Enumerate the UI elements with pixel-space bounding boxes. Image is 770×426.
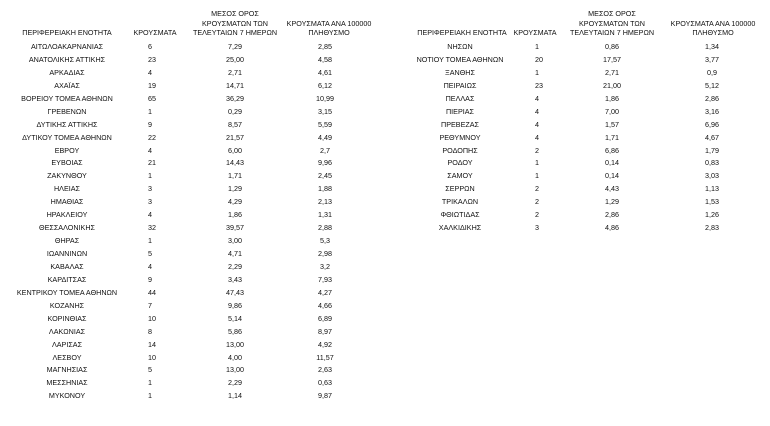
region-cell: ΚΑΒΑΛΑΣ [50, 261, 84, 271]
cases-header: ΚΡΟΥΣΜΑΤΑ [133, 28, 177, 37]
avg-cases-cell: 8,57 [228, 119, 242, 129]
avg-cases-cell: 4,00 [228, 352, 242, 362]
avg-cases-cell: 4,29 [228, 197, 242, 207]
avg-header-line1: ΜΕΣΟΣ ΟΡΟΣ [588, 9, 636, 18]
per-100k-cell: 0,83 [705, 158, 719, 168]
table-row [0, 41, 378, 54]
avg-cases-cell: 14,43 [226, 158, 244, 168]
table-row [388, 54, 770, 67]
table-row [388, 132, 770, 145]
table-row [0, 222, 378, 235]
table-row [0, 248, 378, 261]
table-row [0, 377, 378, 390]
table-row [388, 222, 770, 235]
cases-cell: 3 [148, 197, 152, 207]
per-100k-cell: 1,26 [705, 210, 719, 220]
per-100k-cell: 9,96 [318, 158, 332, 168]
right-table-header [388, 0, 770, 41]
table-row [0, 196, 378, 209]
table-row [388, 106, 770, 119]
per-100k-cell: 0,63 [318, 378, 332, 388]
region-cell: ΛΑΡΙΣΑΣ [51, 339, 83, 349]
cases-cell: 2 [535, 145, 539, 155]
avg-cases-cell: 21,00 [603, 80, 621, 90]
cases-cell: 3 [535, 223, 539, 233]
region-cell: ΡΟΔΟΥ [447, 158, 473, 168]
table-row [0, 287, 378, 300]
cases-cell: 65 [148, 93, 156, 103]
avg-cases-cell: 0,29 [228, 106, 242, 116]
region-cell: ΧΑΛΚΙΔΙΚΗΣ [438, 223, 482, 233]
avg-cases-cell: 1,29 [228, 184, 242, 194]
region-cell: ΜΥΚΟΝΟΥ [48, 391, 86, 401]
per-100k-cell: 5,3 [320, 236, 330, 246]
table-row [0, 119, 378, 132]
avg-cases-cell: 14,71 [226, 80, 244, 90]
avg-cases-cell: 17,57 [603, 54, 621, 64]
avg-cases-cell: 2,86 [605, 210, 619, 220]
avg-cases-cell: 9,86 [228, 300, 242, 310]
per-100k-cell: 4,27 [318, 287, 332, 297]
region-cell: ΓΡΕΒΕΝΩΝ [47, 106, 87, 116]
table-row [0, 261, 378, 274]
avg-header-line2: ΚΡΟΥΣΜΑΤΩΝ ΤΩΝ [202, 19, 268, 28]
table-row [388, 209, 770, 222]
avg-cases-cell: 13,00 [226, 365, 244, 375]
avg-cases-cell: 4,86 [605, 223, 619, 233]
region-cell: ΤΡΙΚΑΛΩΝ [441, 197, 479, 207]
region-cell: ΔΥΤΙΚΟΥ ΤΟΜΕΑ ΑΘΗΝΩΝ [22, 132, 112, 142]
per-100k-cell: 2,83 [705, 223, 719, 233]
avg-cases-cell: 1,71 [605, 132, 619, 142]
per-100k-cell: 1,79 [705, 145, 719, 155]
right-table [388, 0, 770, 235]
table-row [0, 352, 378, 365]
region-cell: ΖΑΚΥΝΘΟΥ [47, 171, 87, 181]
cases-cell: 4 [535, 106, 539, 116]
region-cell: ΡΕΘΥΜΝΟΥ [439, 132, 481, 142]
avg-cases-cell: 5,86 [228, 326, 242, 336]
cases-cell: 1 [148, 236, 152, 246]
region-cell: ΘΕΣΣΑΛΟΝΙΚΗΣ [39, 223, 95, 233]
cases-cell: 20 [535, 54, 543, 64]
table-row [388, 157, 770, 170]
region-cell: ΝΟΤΙΟΥ ΤΟΜΕΑ ΑΘΗΝΩΝ [416, 54, 504, 64]
table-row [0, 67, 378, 80]
region-cell: ΙΩΑΝΝΙΝΩΝ [46, 249, 88, 258]
cases-cell: 32 [148, 223, 156, 233]
avg-cases-cell: 1,57 [605, 119, 619, 129]
table-row [388, 183, 770, 196]
cases-cell: 9 [148, 274, 152, 284]
cases-cell: 8 [148, 326, 152, 336]
per-header-line1: ΚΡΟΥΣΜΑΤΑ ΑΝΑ 100000 [670, 19, 756, 28]
region-cell: ΑΝΑΤΟΛΙΚΗΣ ΑΤΤΙΚΗΣ [28, 54, 106, 64]
per-100k-cell: 4,61 [318, 67, 332, 77]
region-cell: ΑΡΚΑΔΙΑΣ [49, 67, 85, 77]
per-100k-cell: 4,49 [318, 132, 332, 142]
table-row [0, 313, 378, 326]
table-row [388, 145, 770, 158]
per-100k-cell: 5,12 [705, 80, 719, 90]
table-row [388, 67, 770, 80]
region-cell: ΚΑΡΔΙΤΣΑΣ [47, 274, 87, 284]
per-100k-cell: 4,66 [318, 300, 332, 310]
cases-cell: 4 [148, 261, 152, 271]
avg-cases-cell: 2,71 [605, 67, 619, 77]
per-100k-cell: 1,53 [705, 197, 719, 207]
cases-cell: 9 [148, 119, 152, 129]
cases-cell: 4 [148, 67, 152, 77]
avg-cases-cell: 1,71 [228, 171, 242, 181]
per-100k-cell: 1,88 [318, 184, 332, 194]
cases-cell: 5 [148, 365, 152, 375]
table-row [388, 80, 770, 93]
avg-cases-cell: 5,14 [228, 313, 242, 323]
table-row [0, 93, 378, 106]
avg-cases-cell: 1,29 [605, 197, 619, 207]
avg-cases-cell: 3,00 [228, 236, 242, 246]
cases-cell: 10 [148, 313, 156, 323]
cases-cell: 5 [148, 249, 152, 258]
per-100k-cell: 2,45 [318, 171, 332, 181]
table-row [0, 54, 378, 67]
cases-cell: 14 [148, 339, 156, 349]
avg-cases-cell: 6,00 [228, 145, 242, 155]
per-100k-cell: 2,98 [318, 249, 332, 258]
per-100k-cell: 2,7 [320, 145, 330, 155]
region-cell: ΚΟΡΙΝΘΙΑΣ [47, 313, 87, 323]
table-row [0, 390, 378, 403]
region-cell: ΜΕΣΣΗΝΙΑΣ [46, 378, 88, 388]
table-row [388, 41, 770, 54]
avg-header-line3: ΤΕΛΕΥΤΑΙΩΝ 7 ΗΜΕΡΩΝ [192, 28, 278, 37]
per-100k-cell: 8,97 [318, 326, 332, 336]
region-cell: ΑΙΤΩΛΟΑΚΑΡΝΑΝΙΑΣ [30, 42, 104, 51]
cases-cell: 22 [148, 132, 156, 142]
avg-cases-cell: 1,14 [228, 391, 242, 401]
cases-cell: 1 [535, 42, 539, 51]
region-cell: ΛΕΣΒΟΥ [52, 352, 82, 362]
avg-cases-cell: 7,29 [228, 42, 242, 51]
region-cell: ΠΕΛΛΑΣ [445, 93, 475, 103]
cases-cell: 23 [535, 80, 543, 90]
per-100k-cell: 6,96 [705, 119, 719, 129]
table-row [0, 106, 378, 119]
per-100k-cell: 2,85 [318, 42, 332, 51]
left-table-body [0, 41, 378, 403]
cases-cell: 4 [148, 145, 152, 155]
cases-cell: 3 [148, 184, 152, 194]
region-cell: ΠΡΕΒΕΖΑΣ [441, 119, 479, 129]
avg-cases-cell: 1,86 [228, 210, 242, 220]
region-cell: ΞΑΝΘΗΣ [445, 67, 475, 77]
table-row [388, 93, 770, 106]
cases-cell: 19 [148, 80, 156, 90]
table-row [0, 364, 378, 377]
region-cell: ΛΑΚΩΝΙΑΣ [48, 326, 86, 336]
region-cell: ΠΕΙΡΑΙΩΣ [443, 80, 477, 90]
cases-cell: 4 [535, 119, 539, 129]
region-cell: ΣΑΜΟΥ [447, 171, 473, 181]
cases-cell: 2 [535, 197, 539, 207]
table-row [0, 235, 378, 248]
per-header-line1: ΚΡΟΥΣΜΑΤΑ ΑΝΑ 100000 [286, 19, 372, 28]
avg-cases-cell: 6,86 [605, 145, 619, 155]
per-100k-cell: 1,34 [705, 42, 719, 51]
cases-cell: 6 [148, 42, 152, 51]
per-100k-cell: 3,16 [705, 106, 719, 116]
region-cell: ΣΕΡΡΩΝ [445, 184, 475, 194]
region-cell: ΕΥΒΟΙΑΣ [51, 158, 83, 168]
table-row [0, 339, 378, 352]
cases-cell: 1 [148, 171, 152, 181]
cases-cell: 23 [148, 54, 156, 64]
cases-cell: 44 [148, 287, 156, 297]
region-header: ΠΕΡΙΦΕΡΕΙΑΚΗ ΕΝΟΤΗΤΑ [417, 28, 507, 37]
cases-cell: 4 [535, 132, 539, 142]
region-cell: ΜΑΓΝΗΣΙΑΣ [46, 365, 88, 375]
per-100k-cell: 4,58 [318, 54, 332, 64]
per-100k-cell: 6,89 [318, 313, 332, 323]
avg-cases-cell: 2,29 [228, 378, 242, 388]
right-table-body [388, 41, 770, 235]
table-row [0, 145, 378, 158]
per-100k-cell: 3,77 [705, 54, 719, 64]
region-cell: ΘΗΡΑΣ [54, 236, 80, 246]
per-100k-cell: 3,03 [705, 171, 719, 181]
avg-header-line2: ΚΡΟΥΣΜΑΤΩΝ ΤΩΝ [579, 19, 645, 28]
region-cell: ΔΥΤΙΚΗΣ ΑΤΤΙΚΗΣ [36, 119, 98, 129]
avg-header-line3: ΤΕΛΕΥΤΑΙΩΝ 7 ΗΜΕΡΩΝ [569, 28, 655, 37]
avg-cases-cell: 36,29 [226, 93, 244, 103]
left-table-header [0, 0, 378, 41]
per-100k-cell: 3,2 [320, 261, 330, 271]
region-cell: ΚΕΝΤΡΙΚΟΥ ΤΟΜΕΑ ΑΘΗΝΩΝ [16, 287, 118, 297]
per-100k-cell: 1,31 [318, 210, 332, 220]
region-cell: ΦΘΙΩΤΙΔΑΣ [440, 210, 480, 220]
table-row [388, 170, 770, 183]
table-row [388, 196, 770, 209]
avg-cases-cell: 0,14 [605, 171, 619, 181]
cases-cell: 2 [535, 210, 539, 220]
region-header: ΠΕΡΙΦΕΡΕΙΑΚΗ ΕΝΟΤΗΤΑ [22, 28, 112, 37]
cases-cell: 4 [148, 210, 152, 220]
per-100k-cell: 2,86 [705, 93, 719, 103]
per-header-line2: ΠΛΗΘΥΣΜΟ [308, 28, 350, 37]
cases-cell: 1 [148, 378, 152, 388]
per-100k-cell: 3,15 [318, 106, 332, 116]
region-cell: ΡΟΔΟΠΗΣ [442, 145, 478, 155]
table-row [0, 300, 378, 313]
table-row [0, 170, 378, 183]
per-100k-cell: 1,13 [705, 184, 719, 194]
cases-cell: 1 [535, 67, 539, 77]
per-header-line2: ΠΛΗΘΥΣΜΟ [692, 28, 734, 37]
cases-cell: 7 [148, 300, 152, 310]
table-row [0, 80, 378, 93]
avg-cases-cell: 47,43 [226, 287, 244, 297]
cases-cell: 1 [535, 171, 539, 181]
avg-header-line1: ΜΕΣΟΣ ΟΡΟΣ [211, 9, 259, 18]
per-100k-cell: 6,12 [318, 80, 332, 90]
avg-cases-cell: 2,71 [228, 67, 242, 77]
region-cell: ΑΧΑΪΑΣ [54, 80, 80, 90]
per-100k-cell: 2,63 [318, 365, 332, 375]
avg-cases-cell: 0,14 [605, 158, 619, 168]
per-100k-cell: 7,93 [318, 274, 332, 284]
per-100k-cell: 9,87 [318, 391, 332, 401]
cases-cell: 1 [535, 158, 539, 168]
avg-cases-cell: 13,00 [226, 339, 244, 349]
table-row [0, 274, 378, 287]
cases-cell: 10 [148, 352, 156, 362]
avg-cases-cell: 3,43 [228, 274, 242, 284]
per-100k-cell: 11,57 [316, 352, 334, 362]
table-row [0, 183, 378, 196]
avg-cases-cell: 4,71 [228, 249, 242, 258]
avg-cases-cell: 21,57 [226, 132, 244, 142]
cases-cell: 1 [148, 391, 152, 401]
per-100k-cell: 4,92 [318, 339, 332, 349]
avg-cases-cell: 25,00 [226, 54, 244, 64]
region-cell: ΗΡΑΚΛΕΙΟΥ [46, 210, 88, 220]
cases-cell: 2 [535, 184, 539, 194]
per-100k-cell: 10,99 [316, 93, 334, 103]
region-cell: ΝΗΣΩΝ [447, 42, 473, 51]
cases-cell: 4 [535, 93, 539, 103]
per-100k-cell: 0,9 [707, 67, 717, 77]
cases-cell: 1 [148, 106, 152, 116]
region-cell: ΗΜΑΘΙΑΣ [50, 197, 84, 207]
table-row [0, 326, 378, 339]
per-100k-cell: 4,67 [705, 132, 719, 142]
cases-header: ΚΡΟΥΣΜΑΤΑ [513, 28, 557, 37]
per-100k-cell: 5,59 [318, 119, 332, 129]
cases-cell: 21 [148, 158, 156, 168]
table-row [0, 132, 378, 145]
avg-cases-cell: 4,43 [605, 184, 619, 194]
table-row [0, 157, 378, 170]
region-cell: ΗΛΕΙΑΣ [53, 184, 81, 194]
avg-cases-cell: 2,29 [228, 261, 242, 271]
region-cell: ΠΙΕΡΙΑΣ [445, 106, 474, 116]
avg-cases-cell: 39,57 [226, 223, 244, 233]
per-100k-cell: 2,88 [318, 223, 332, 233]
region-cell: ΕΒΡΟΥ [54, 145, 80, 155]
left-table [0, 0, 378, 403]
per-100k-cell: 2,13 [318, 197, 332, 207]
region-cell: ΚΟΖΑΝΗΣ [49, 300, 85, 310]
table-row [388, 119, 770, 132]
region-cell: ΒΟΡΕΙΟΥ ΤΟΜΕΑ ΑΘΗΝΩΝ [21, 93, 113, 103]
avg-cases-cell: 7,00 [605, 106, 619, 116]
avg-cases-cell: 0,86 [605, 42, 619, 51]
avg-cases-cell: 1,86 [605, 93, 619, 103]
table-row [0, 209, 378, 222]
